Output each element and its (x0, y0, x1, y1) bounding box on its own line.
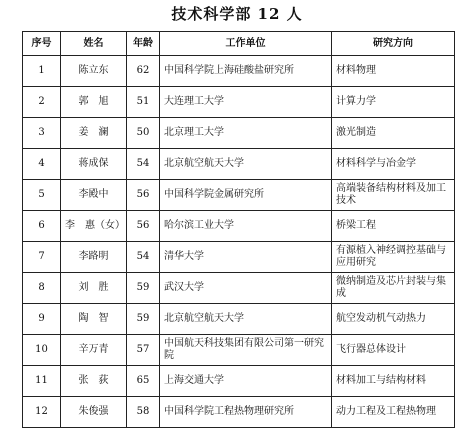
cell-research-field: 高端装备结构材料及加工技术 (332, 180, 455, 211)
cell-age: 57 (127, 335, 160, 366)
cell-number: 7 (23, 242, 61, 273)
table-row (23, 397, 455, 428)
cell-name: 刘 胜 (61, 273, 127, 304)
cell-name: 郭 旭 (61, 87, 127, 118)
cell-research-field: 飞行器总体设计 (332, 335, 455, 366)
cell-workplace: 上海交通大学 (160, 366, 332, 397)
cell-research-field: 材料科学与冶金学 (332, 149, 455, 180)
table-row (23, 211, 455, 242)
cell-name: 辛万青 (61, 335, 127, 366)
table-row (23, 149, 455, 180)
cell-workplace: 中国航天科技集团有限公司第一研究院 (160, 335, 332, 366)
cell-number: 11 (23, 366, 61, 397)
cell-age: 58 (127, 397, 160, 428)
cell-name: 蒋成保 (61, 149, 127, 180)
cell-workplace: 北京航空航天大学 (160, 304, 332, 335)
cell-age: 65 (127, 366, 160, 397)
table-body (23, 56, 455, 428)
table-row (23, 335, 455, 366)
cell-age: 59 (127, 304, 160, 335)
cell-workplace: 中国科学院上海硅酸盐研究所 (160, 56, 332, 87)
cell-number: 8 (23, 273, 61, 304)
cell-workplace: 武汉大学 (160, 273, 332, 304)
cell-age: 56 (127, 180, 160, 211)
table-row (23, 118, 455, 149)
table-header (23, 32, 455, 56)
cell-workplace: 中国科学院工程热物理研究所 (160, 397, 332, 428)
cell-number: 10 (23, 335, 61, 366)
cell-name: 李 惠（女） (61, 211, 127, 242)
cell-name: 李路明 (61, 242, 127, 273)
cell-name: 李殿中 (61, 180, 127, 211)
cell-name: 陶 智 (61, 304, 127, 335)
cell-research-field: 航空发动机气动热力 (332, 304, 455, 335)
table-row (23, 87, 455, 118)
cell-name: 张 荻 (61, 366, 127, 397)
cell-age: 54 (127, 242, 160, 273)
header-row (23, 32, 455, 56)
cell-research-field: 材料物理 (332, 56, 455, 87)
cell-number: 6 (23, 211, 61, 242)
cell-workplace: 北京理工大学 (160, 118, 332, 149)
cell-research-field: 动力工程及工程热物理 (332, 397, 455, 428)
header-workplace: 工作单位 (160, 32, 332, 56)
cell-name: 姜 澜 (61, 118, 127, 149)
table-row (23, 180, 455, 211)
cell-number: 9 (23, 304, 61, 335)
cell-age: 50 (127, 118, 160, 149)
cell-workplace: 北京航空航天大学 (160, 149, 332, 180)
cell-number: 4 (23, 149, 61, 180)
cell-number: 2 (23, 87, 61, 118)
page-title: 技术科学部 12 人 (171, 5, 303, 23)
cell-number: 12 (23, 397, 61, 428)
cell-age: 56 (127, 211, 160, 242)
table-row (23, 304, 455, 335)
table-row (23, 273, 455, 304)
table-row (23, 56, 455, 87)
cell-name: 朱俊强 (61, 397, 127, 428)
cell-number: 1 (23, 56, 61, 87)
cell-research-field: 激光制造 (332, 118, 455, 149)
cell-workplace: 清华大学 (160, 242, 332, 273)
cell-name: 陈立东 (61, 56, 127, 87)
cell-age: 54 (127, 149, 160, 180)
cell-workplace: 大连理工大学 (160, 87, 332, 118)
cell-age: 51 (127, 87, 160, 118)
members-table (22, 31, 455, 428)
cell-research-field: 计算力学 (332, 87, 455, 118)
cell-research-field: 材料加工与结构材料 (332, 366, 455, 397)
cell-research-field: 有源植入神经调控基础与应用研究 (332, 242, 455, 273)
cell-workplace: 哈尔滨工业大学 (160, 211, 332, 242)
cell-research-field: 微纳制造及芯片封装与集成 (332, 273, 455, 304)
table-row (23, 366, 455, 397)
cell-number: 5 (23, 180, 61, 211)
cell-workplace: 中国科学院金属研究所 (160, 180, 332, 211)
header-age: 年龄 (127, 32, 160, 56)
cell-research-field: 桥梁工程 (332, 211, 455, 242)
cell-number: 3 (23, 118, 61, 149)
cell-age: 62 (127, 56, 160, 87)
header-research-field: 研究方向 (332, 32, 455, 56)
table-row (23, 242, 455, 273)
cell-age: 59 (127, 273, 160, 304)
header-number: 序号 (23, 32, 61, 56)
header-name: 姓名 (61, 32, 127, 56)
